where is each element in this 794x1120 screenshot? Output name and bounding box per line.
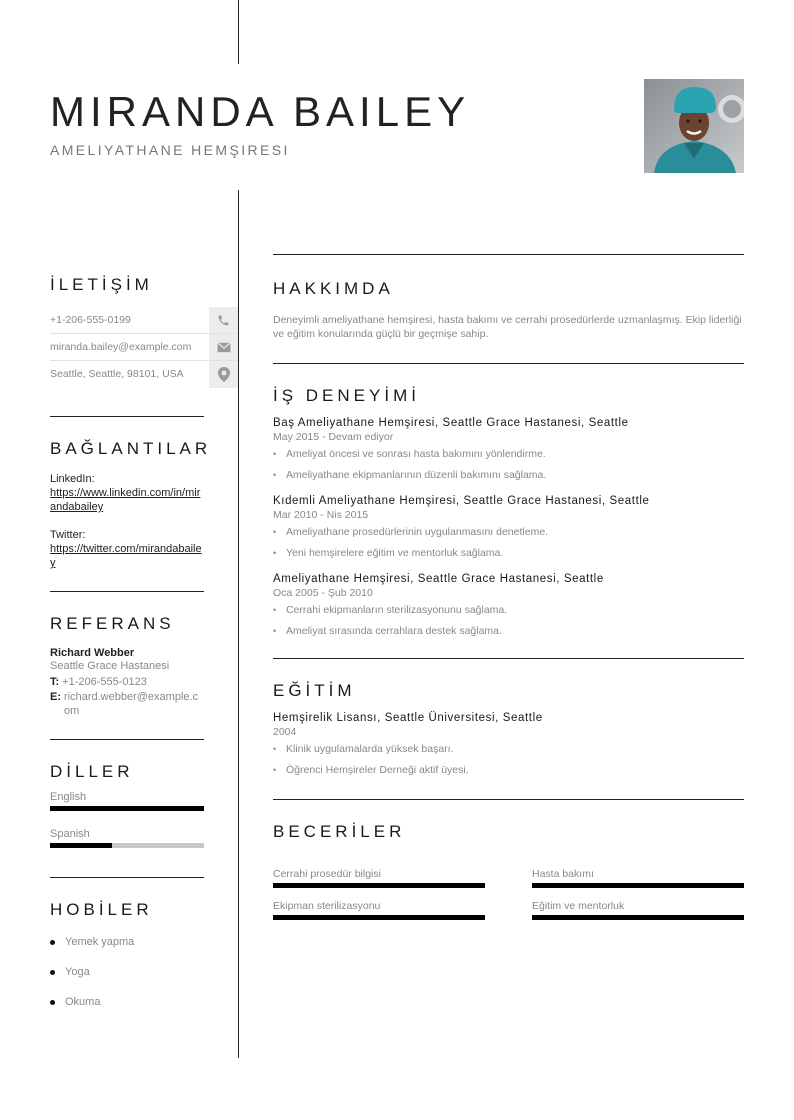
skill-name: Eğitim ve mentorluk [532,900,625,912]
section-divider [273,363,744,364]
about-heading: HAKKIMDA [273,279,394,298]
links-heading: BAĞLANTILAR [50,439,212,458]
section-divider [50,416,204,417]
bullet-dot-icon [50,970,55,975]
skill-item [273,900,485,920]
education-bullets [273,742,744,777]
section-divider [273,254,744,255]
job-entry [273,573,744,638]
language-name: Spanish [50,828,90,840]
skill-level-bar [532,883,744,888]
education-year: 2004 [273,726,297,738]
skills-grid [273,868,744,920]
education-heading: EĞİTİM [273,681,356,700]
contact-email [50,334,238,361]
job-position: Ameliyathane Hemşiresi, Seattle Grace Hastanesi, Seattle [273,573,604,585]
candidate-name: MIRANDA BAILEY [50,88,471,135]
linkedin-label: LinkedIn: [50,473,95,485]
job-date: May 2015 - Devam ediyor [273,431,394,443]
twitter-link[interactable]: https://twitter.com/mirandabailey [50,543,202,569]
reference-organization: Seattle Grace Hastanesi [50,660,170,672]
job-position: Baş Ameliyathane Hemşiresi, Seattle Grace Hastanesi, Seattle [273,417,629,429]
twitter-label: Twitter: [50,529,86,541]
address: Seattle, Seattle, 98101, USA [50,368,184,380]
phone-icon [209,307,238,333]
hobbies-list [50,927,238,1017]
contact-heading: İLETİŞİM [50,275,153,294]
skill-level-bar [273,915,485,920]
reference-email-value[interactable]: richard.webber@example.com [64,691,199,717]
skill-name: Cerrahi prosedür bilgisi [273,868,381,880]
reference-name: Richard Webber [50,647,135,659]
job-bullet: • Ameliyathane ekipmanlarının düzenli bakımını sağlama. [273,468,744,482]
education-bullet: • Klinik uygulamalarda yüksek başarı. [273,742,744,756]
job-bullet: • Yeni hemşirelere eğitim ve mentorluk sağlama. [273,546,744,560]
job-bullets [273,525,744,560]
education-degree: Hemşirelik Lisansı, Seattle Üniversitesi, Seattle [273,712,543,724]
bullet-dot-icon [50,940,55,945]
hobby-item [50,927,238,957]
linkedin-link[interactable]: https://www.linkedin.com/in/mirandabailey [50,487,201,513]
skill-name: Hasta bakımı [532,868,594,880]
skill-item [532,900,744,920]
profile-photo [644,79,744,173]
reference-phone [50,675,238,689]
reference-phone-label: T: [50,676,60,688]
contact-phone [50,307,238,334]
vertical-rule-top [238,0,239,64]
right-column [273,254,744,920]
education-entry [273,712,744,777]
language-level-fill [50,843,112,848]
job-date: Oca 2005 - Şub 2010 [273,587,373,599]
experience-heading: İŞ DENEYİMİ [273,386,420,405]
job-bullets [273,603,744,638]
left-column [50,276,238,1017]
job-bullet: • Ameliyat öncesi ve sonrası hasta bakımını yönlendirme. [273,447,744,461]
hobbies-heading: HOBİLER [50,900,153,919]
language-item [50,791,238,811]
job-bullet: • Cerrahi ekipmanların sterilizasyonunu sağlama. [273,603,744,617]
bullet-dot-icon [50,1000,55,1005]
language-item [50,828,238,848]
reference-email [50,690,238,718]
contact-address [50,361,238,388]
job-title: AMELIYATHANE HEMŞIRESI [50,142,290,158]
skill-item [532,868,744,888]
section-divider [273,658,744,659]
languages-heading: DİLLER [50,762,134,781]
job-bullet: • Ameliyathane prosedürlerinin uygulanmasını denetleme. [273,525,744,539]
job-position: Kıdemli Ameliyathane Hemşiresi, Seattle Grace Hastanesi, Seattle [273,495,650,507]
job-bullets [273,447,744,482]
about-text: Deneyimli ameliyathane hemşiresi, hasta bakımı ve cerrahi prosedürlerde uzmanlaşmış. Ekip liderliği ve eğitim konularında güçlü bir geçmişe sahip. [273,314,742,340]
language-level-bar [50,843,204,848]
job-entry [273,495,744,560]
reference-email-label: E: [50,691,61,703]
hobby-item [50,987,238,1017]
language-name: English [50,791,87,803]
section-divider [50,591,204,592]
section-divider [50,877,204,878]
hobby-label: Yemek yapma [65,936,135,948]
phone-number[interactable]: +1-206-555-0199 [50,314,131,326]
hobby-item [50,957,238,987]
location-pin-icon [209,361,238,388]
section-divider [273,799,744,800]
reference-phone-value[interactable]: +1-206-555-0123 [62,676,147,688]
contact-list [50,307,238,388]
job-date: Mar 2010 - Nis 2015 [273,509,369,521]
skill-item [273,868,485,888]
skill-name: Ekipman sterilizasyonu [273,900,381,912]
language-level-fill [50,806,204,811]
envelope-icon [209,334,238,360]
skill-level-bar [273,883,485,888]
skill-level-bar [532,915,744,920]
job-entry [273,417,744,482]
references-heading: REFERANS [50,614,175,633]
vertical-rule [238,190,239,1058]
email-address[interactable]: miranda.bailey@example.com [50,341,192,353]
hobby-label: Okuma [65,996,101,1008]
section-divider [50,739,204,740]
skills-heading: BECERİLER [273,822,406,841]
links-list [50,472,204,570]
hobby-label: Yoga [65,966,90,978]
language-level-bar [50,806,204,811]
job-bullet: • Ameliyat sırasında cerrahlara destek sağlama. [273,624,744,638]
education-bullet: • Öğrenci Hemşireler Derneği aktif üyesi. [273,763,744,777]
